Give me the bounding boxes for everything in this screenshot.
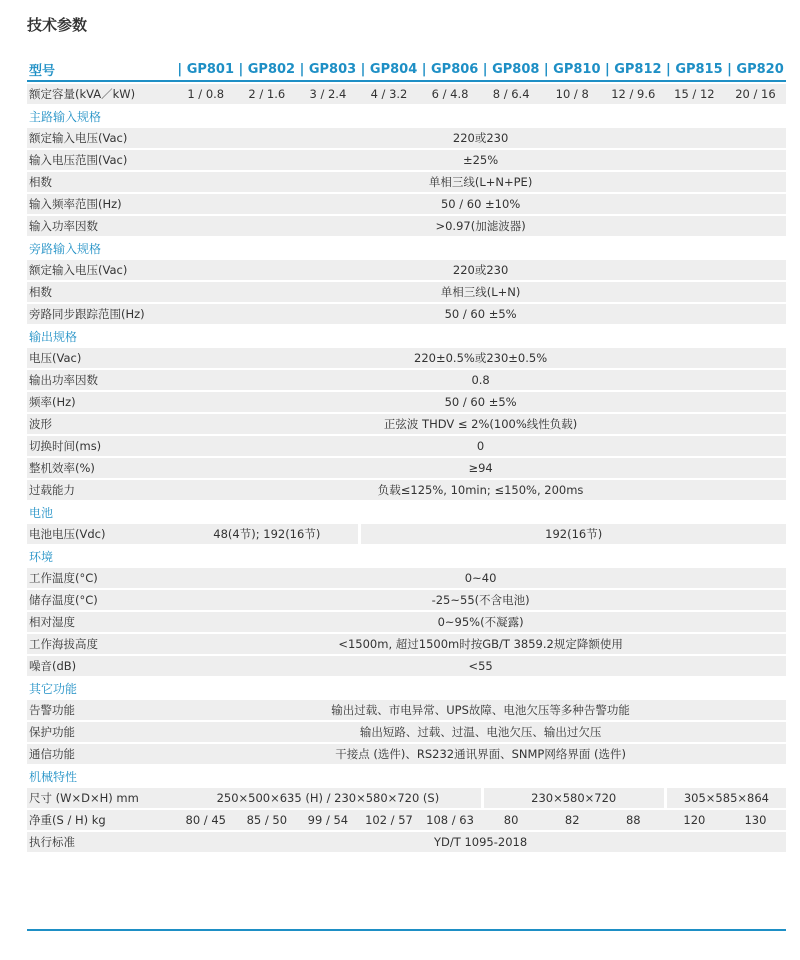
row-value: 192(16节) (358, 524, 786, 544)
row-value: ≥94 (175, 458, 786, 478)
row-value: 220或230 (175, 128, 786, 148)
row-value: 负载≤125%, 10min; ≤150%, 200ms (175, 480, 786, 500)
capacity-value: 2 / 1.6 (236, 84, 297, 104)
model-name: | GP820 (725, 58, 786, 82)
spec-row (27, 458, 786, 478)
row-label: 旁路同步跟踪范围(Hz) (27, 304, 175, 324)
row-label: 整机效率(%) (27, 458, 175, 478)
model-name: | GP801 (175, 58, 236, 82)
model-name: | GP815 (664, 58, 725, 82)
row-value: 250×500×635 (H) / 230×580×720 (S) (175, 788, 480, 808)
section-heading: 电池 (27, 502, 786, 522)
weight-value: 108 / 63 (420, 810, 481, 830)
capacity-row (27, 84, 786, 104)
row-label: 尺寸 (W×D×H) mm (27, 788, 175, 808)
row-label: 噪音(dB) (27, 656, 175, 676)
capacity-value: 1 / 0.8 (175, 84, 236, 104)
row-value: 输出过载、市电异常、UPS故障、电池欠压等多种告警功能 (175, 700, 786, 720)
row-value: 305×585×864 (664, 788, 786, 808)
section-heading: 主路输入规格 (27, 106, 786, 126)
spec-row (27, 568, 786, 588)
model-name: | GP812 (603, 58, 664, 82)
battery-row (27, 524, 786, 544)
bottom-rule (27, 929, 786, 931)
spec-table (27, 56, 786, 854)
row-value: >0.97(加滤波器) (175, 216, 786, 236)
row-value: 正弦波 THDV ≤ 2%(100%线性负载) (175, 414, 786, 434)
model-name: | GP804 (358, 58, 419, 82)
row-label: 储存温度(°C) (27, 590, 175, 610)
weight-value: 80 / 45 (175, 810, 236, 830)
model-name: | GP808 (481, 58, 542, 82)
spec-row (27, 414, 786, 434)
row-label: 净重(S / H) kg (27, 810, 175, 830)
row-value: 230×580×720 (481, 788, 664, 808)
row-value: YD/T 1095-2018 (175, 832, 786, 852)
row-value: 0.8 (175, 370, 786, 390)
spec-row (27, 348, 786, 368)
model-name: | GP806 (420, 58, 481, 82)
spec-row (27, 634, 786, 654)
spec-row (27, 194, 786, 214)
row-value: 单相三线(L+N) (175, 282, 786, 302)
row-label: 相对湿度 (27, 612, 175, 632)
section-heading: 输出规格 (27, 326, 786, 346)
weight-value: 88 (603, 810, 664, 830)
row-label: 执行标准 (27, 832, 175, 852)
row-value: 220±0.5%或230±0.5% (175, 348, 786, 368)
row-value: <55 (175, 656, 786, 676)
spec-row (27, 282, 786, 302)
section-heading: 旁路输入规格 (27, 238, 786, 258)
capacity-value: 6 / 4.8 (420, 84, 481, 104)
section-heading: 机械特性 (27, 766, 786, 786)
row-value: 输出短路、过载、过温、电池欠压、输出过欠压 (175, 722, 786, 742)
model-name: | GP802 (236, 58, 297, 82)
capacity-value: 4 / 3.2 (358, 84, 419, 104)
weight-value: 102 / 57 (358, 810, 419, 830)
row-value: 50 / 60 ±5% (175, 392, 786, 412)
size-row (27, 788, 786, 808)
row-value: 48(4节); 192(16节) (175, 524, 358, 544)
weight-value: 82 (542, 810, 603, 830)
model-header-row (27, 58, 786, 82)
spec-row (27, 392, 786, 412)
row-label: 相数 (27, 282, 175, 302)
model-name: | GP810 (542, 58, 603, 82)
capacity-value: 10 / 8 (542, 84, 603, 104)
model-label: 型号 (27, 58, 175, 82)
spec-row (27, 370, 786, 390)
model-name: | GP803 (297, 58, 358, 82)
row-label: 输出功率因数 (27, 370, 175, 390)
weight-value: 130 (725, 810, 786, 830)
spec-row (27, 656, 786, 676)
spec-row (27, 700, 786, 720)
row-label: 输入频率范围(Hz) (27, 194, 175, 214)
spec-row (27, 260, 786, 280)
row-label: 输入电压范围(Vac) (27, 150, 175, 170)
row-value: 0~95%(不凝露) (175, 612, 786, 632)
row-label: 告警功能 (27, 700, 175, 720)
row-label: 保护功能 (27, 722, 175, 742)
row-label: 相数 (27, 172, 175, 192)
weight-value: 120 (664, 810, 725, 830)
section-heading: 环境 (27, 546, 786, 566)
spec-row (27, 612, 786, 632)
row-label: 额定输入电压(Vac) (27, 260, 175, 280)
row-value: 0 (175, 436, 786, 456)
row-value: 50 / 60 ±10% (175, 194, 786, 214)
weight-value: 99 / 54 (297, 810, 358, 830)
row-label: 频率(Hz) (27, 392, 175, 412)
row-label: 额定输入电压(Vac) (27, 128, 175, 148)
row-label: 电池电压(Vdc) (27, 524, 175, 544)
row-label: 通信功能 (27, 744, 175, 764)
row-value: 0~40 (175, 568, 786, 588)
spec-row (27, 304, 786, 324)
capacity-value: 12 / 9.6 (603, 84, 664, 104)
spec-row (27, 590, 786, 610)
capacity-value: 8 / 6.4 (481, 84, 542, 104)
spec-row (27, 172, 786, 192)
row-value: 单相三线(L+N+PE) (175, 172, 786, 192)
spec-row (27, 722, 786, 742)
row-value: 干接点 (选件)、RS232通讯界面、SNMP网络界面 (选件) (175, 744, 786, 764)
row-label: 输入功率因数 (27, 216, 175, 236)
row-value: 50 / 60 ±5% (175, 304, 786, 324)
row-value: -25~55(不含电池) (175, 590, 786, 610)
spec-row (27, 216, 786, 236)
row-label: 电压(Vac) (27, 348, 175, 368)
capacity-value: 15 / 12 (664, 84, 725, 104)
spec-row (27, 150, 786, 170)
row-label: 切换时间(ms) (27, 436, 175, 456)
spec-row (27, 744, 786, 764)
row-value: <1500m, 超过1500m时按GB/T 3859.2规定降额使用 (175, 634, 786, 654)
weight-value: 85 / 50 (236, 810, 297, 830)
weight-row (27, 810, 786, 830)
spec-row (27, 436, 786, 456)
spec-row (27, 480, 786, 500)
row-label: 额定容量(kVA／kW) (27, 84, 175, 104)
spec-row (27, 832, 786, 852)
section-heading: 其它功能 (27, 678, 786, 698)
row-label: 工作温度(°C) (27, 568, 175, 588)
weight-value: 80 (481, 810, 542, 830)
spec-row (27, 128, 786, 148)
capacity-value: 20 / 16 (725, 84, 786, 104)
capacity-value: 3 / 2.4 (297, 84, 358, 104)
row-label: 过载能力 (27, 480, 175, 500)
row-value: 220或230 (175, 260, 786, 280)
row-value: ±25% (175, 150, 786, 170)
page-title: 技术参数 (27, 16, 88, 34)
row-label: 工作海拔高度 (27, 634, 175, 654)
row-label: 波形 (27, 414, 175, 434)
